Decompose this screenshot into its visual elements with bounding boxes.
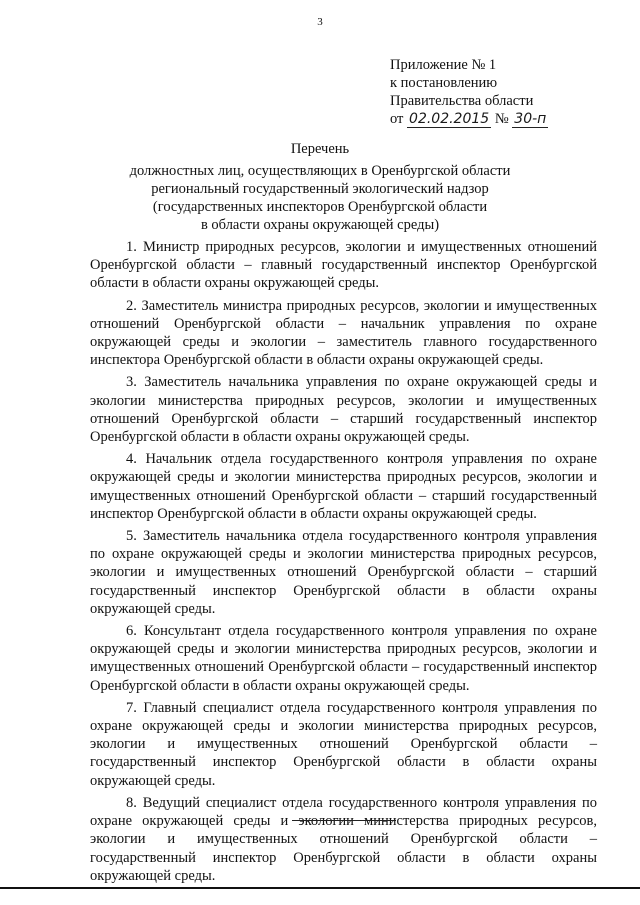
- title-line-3: (государственных инспекторов Оренбургской области: [152, 199, 488, 215]
- appendix-to-decree: к постановлению: [390, 75, 498, 91]
- title-line-2: региональный государственный экологический надзор: [151, 181, 489, 197]
- list-item: 7. Главный специалист отдела государственного контроля управления по охране окружающей среды и экологии министерства природных ресурсов, экологии и имущественных отношений Оренбургской области – государственный инспектор Оренбургской области в области охраны окружающей среды.: [90, 699, 597, 789]
- title-line-4: в области охраны окружающей среды): [200, 217, 440, 233]
- end-separator: [292, 820, 396, 821]
- number-label: №: [494, 111, 509, 127]
- appendix-title: Приложение № 1: [390, 57, 497, 73]
- handwritten-date: 02.02.2015: [409, 111, 490, 127]
- title-heading: Перечень: [290, 141, 350, 157]
- list-item: 2. Заместитель министра природных ресурсов, экологии и имущественных отношений Оренбургской области – начальник управления по охране окружающей среды и экологии – заместитель главного государственного инспектора Оренбургской области в области охраны окружающей среды.: [90, 297, 597, 369]
- appendix-date-number-line: [390, 110, 548, 128]
- document-title: [0, 140, 640, 234]
- page-bottom-border: [0, 887, 640, 889]
- title-line-1: должностных лиц, осуществляющих в Оренбургской области: [129, 163, 511, 179]
- list-item: 3. Заместитель начальника управления по охране окружающей среды и экологии министерства природных ресурсов, экологии и имущественных отношений Оренбургской области – старший государственный инспектор Оренбургской области в области охраны окружающей среды.: [90, 374, 597, 446]
- list-item: 6. Консультант отдела государственного контроля управления по охране окружающей среды и экологии министерства природных ресурсов, экологии и имущественных отношений Оренбургской области – государственный инспектор Оренбургской области в области охраны окружающей среды.: [90, 623, 597, 694]
- appendix-block: [390, 56, 548, 128]
- list-item: 5. Заместитель начальника отдела государственного контроля управления по охране окружающей среды и экологии министерства природных ресурсов, экологии и имущественных отношений Оренбургской области – старший государственный инспектор Оренбургской области в области охраны окружающей среды.: [90, 528, 597, 617]
- appendix-government: Правительства области: [390, 93, 534, 109]
- list-item: 1. Министр природных ресурсов, экологии и имущественных отношений Оренбургской области – главный государственный инспектор Оренбургской области в области охраны окружающей среды.: [90, 239, 597, 292]
- page-number: 3: [317, 16, 323, 28]
- document-body: [90, 238, 597, 889]
- handwritten-number: 30-п: [514, 111, 547, 127]
- from-label: от: [390, 111, 404, 127]
- list-item: 4. Начальник отдела государственного контроля управления по охране окружающей среды и экологии министерства природных ресурсов, экологии и имущественных отношений Оренбургской области – старший государственный инспектор Оренбургской области в области охраны окружающей среды.: [90, 451, 597, 522]
- list-item: 8. Ведущий специалист отдела государственного контроля управления по охране окружающей среды и экологии министерства природных ресурсов, экологии и имущественных отношений Оренбургской области – государственный инспектор Оренбургской области в области охраны окружающей среды.: [90, 794, 597, 884]
